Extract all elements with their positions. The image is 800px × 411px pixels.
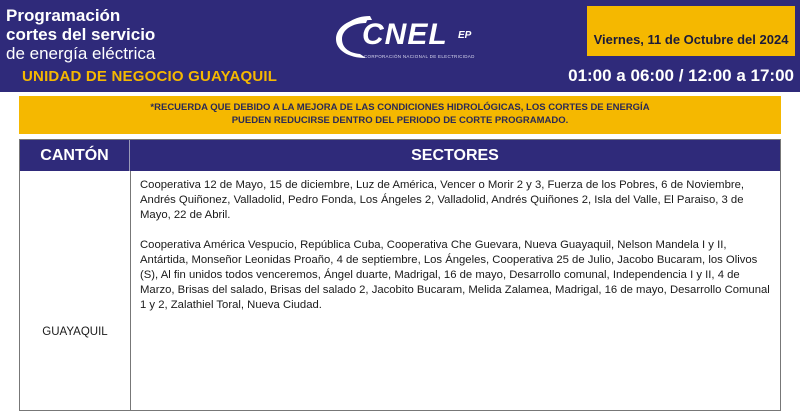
program-title xyxy=(6,6,155,63)
title-line-2: cortes del servicio xyxy=(6,25,156,44)
date-badge xyxy=(587,6,795,56)
table-header xyxy=(20,140,780,171)
header-banner xyxy=(0,0,800,92)
business-unit-label: UNIDAD DE NEGOCIO GUAYAQUIL xyxy=(22,68,278,85)
notice-line-1: *RECUERDA QUE DEBIDO A LA MEJORA DE LAS CONDICIONES HIDROLÓGICAS, LOS CORTES DE ENERGÍA xyxy=(150,102,650,113)
logo-wordmark: CNEL xyxy=(362,18,448,51)
notice-banner xyxy=(19,96,781,134)
notice-line-2: PUEDEN REDUCIRSE DENTRO DEL PERIODO DE CORTE PROGRAMADO. xyxy=(231,115,569,126)
cnel-logo xyxy=(330,14,490,64)
date-text: Viernes, 11 de Octubre del 2024 xyxy=(593,32,789,47)
column-header-canton: CANTÓN xyxy=(20,140,130,171)
table-row-canton: GUAYAQUIL xyxy=(42,326,108,338)
logo-subtitle: CORPORACIÓN NACIONAL DE ELECTRICIDAD xyxy=(364,54,475,59)
sectors-paragraph-1: Cooperativa 12 de Mayo, 15 de diciembre, Luz de América, Vencer o Morir 2 y 3, Fuerza de los Pobres, 6 de Noviembre, Andrés Quiñonez, Valladolid, Pedro Fonda, Los Ángeles 2, Valladolid, Andrés Quiñones 2, Isla del Valle, El Paraiso, 3 de Mayo, 22 de Abril. xyxy=(140,179,745,221)
title-line-3: de energía eléctrica xyxy=(6,44,156,63)
sectors-paragraph-2: Cooperativa América Vespucio, República Cuba, Cooperativa Che Guevara, Nueva Guayaquil, Nelson Mandela I y II, Antártida, Monseñor Leonidas Proaño, 4 de septiembre, Los Ángeles, Cooperativa 25 de Julio, Jacobo Bucaram, los Olivos (S), Al fin unidos todos venceremos, Ángel duarte, Madrigal, 16 de mayo, Desarrollo comunal, Independencia I y II, 4 de Marzo, Brisas del salado, Brisas del salado 2, Jacobito Bucaram, Melida Zalamea, Madrigal, 16 de mayo, Desarrollo Comunal 1 y 2, Zalathiel Toral, Nueva Ciudad. xyxy=(140,239,770,311)
column-header-sectores: SECTORES xyxy=(411,147,499,164)
table-row-sectors xyxy=(140,178,774,328)
outage-hours: 01:00 a 06:00 / 12:00 a 17:00 xyxy=(568,66,794,85)
schedule-table xyxy=(19,139,781,411)
column-divider xyxy=(130,171,131,411)
title-line-1: Programación xyxy=(6,6,121,25)
logo-suffix: EP xyxy=(458,30,472,41)
